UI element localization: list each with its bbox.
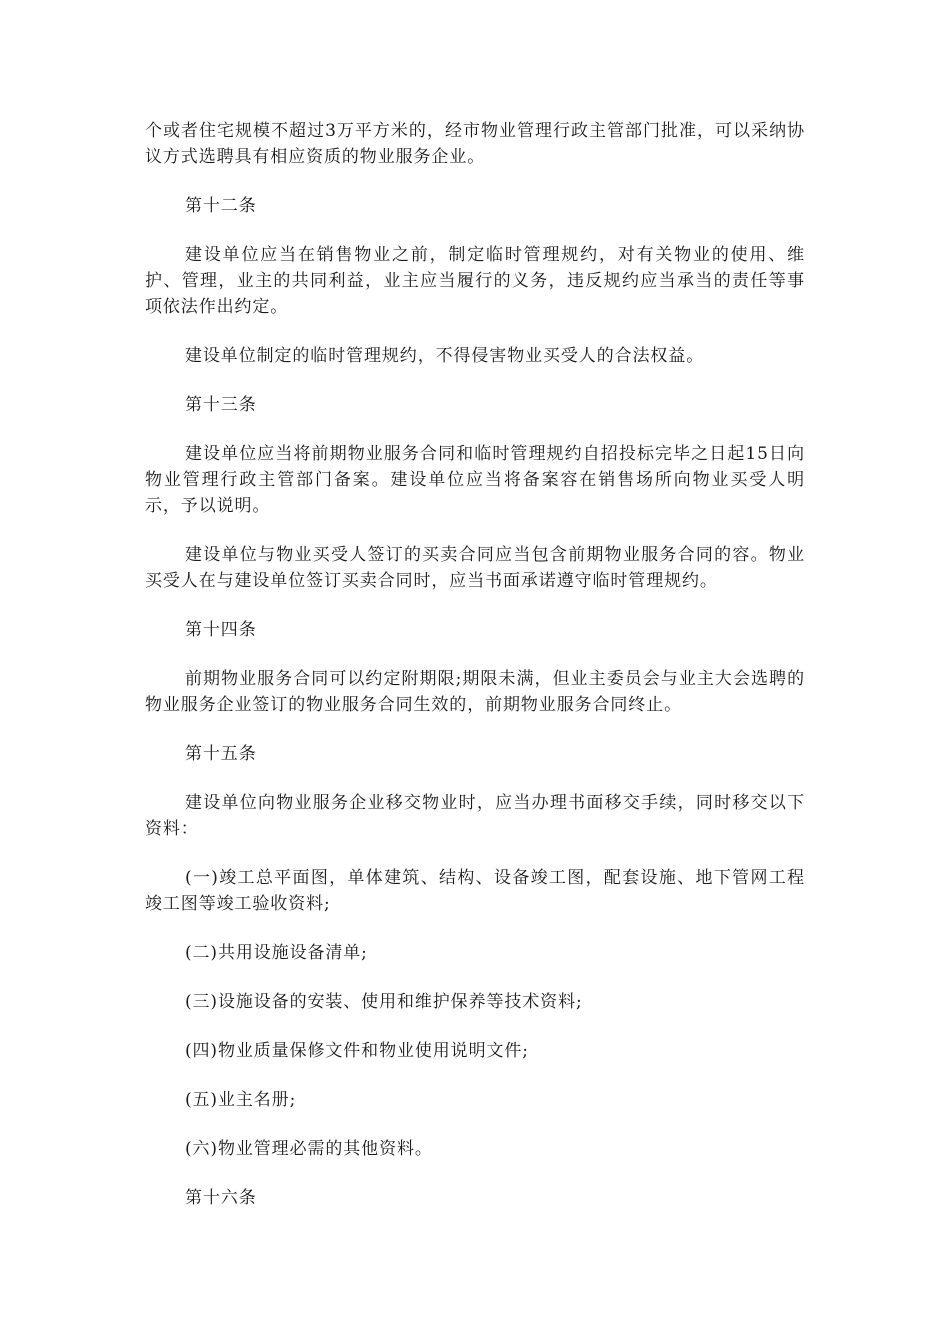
document-page	[145, 118, 805, 1234]
paragraph: 建设单位与物业买受人签订的买卖合同应当包含前期物业服务合同的容。物业买受人在与建设单位签订买卖合同时，应当书面承诺遵守临时管理规约。	[145, 545, 805, 591]
article-heading-14: 第十四条	[185, 620, 257, 640]
list-item: (五)业主名册;	[185, 1090, 297, 1110]
article-heading-16: 第十六条	[185, 1188, 257, 1208]
list-item: (三)设施设备的安装、使用和维护保养等技术资料;	[185, 992, 583, 1012]
list-item: (四)物业质量保修文件和物业使用说明文件;	[185, 1041, 529, 1061]
paragraph: 前期物业服务合同可以约定附期限;期限未满，但业主委员会与业主大会选聘的物业服务企业签订的物业服务合同生效的，前期物业服务合同终止。	[145, 669, 805, 715]
paragraph: 建设单位向物业服务企业移交物业时，应当办理书面移交手续，同时移交以下资料：	[145, 793, 805, 839]
article-heading-15: 第十五条	[185, 744, 257, 764]
list-item: (六)物业管理必需的其他资料。	[185, 1139, 433, 1159]
list-item: (二)共用设施设备清单;	[185, 943, 368, 963]
article-heading-13: 第十三条	[185, 395, 257, 415]
paragraph: 建设单位应当将前期物业服务合同和临时管理规约自招投标完毕之日起15日向物业管理行政主管部门备案。建设单位应当将备案容在销售场所向物业买受人明示，予以说明。	[145, 444, 805, 516]
paragraph-continuation: 个或者住宅规模不超过3万平方米的，经市物业管理行政主管部门批准，可以采纳协议方式选聘具有相应资质的物业服务企业。	[145, 121, 805, 167]
list-item: (一)竣工总平面图，单体建筑、结构、设备竣工图，配套设施、地下管网工程竣工图等竣工验收资料;	[145, 868, 805, 914]
paragraph: 建设单位制定的临时管理规约，不得侵害物业买受人的合法权益。	[185, 346, 705, 366]
article-heading-12: 第十二条	[185, 196, 257, 216]
paragraph: 建设单位应当在销售物业之前，制定临时管理规约，对有关物业的使用、维护、管理，业主的共同利益，业主应当履行的义务，违反规约应当承当的责任等事项依法作出约定。	[145, 245, 805, 317]
